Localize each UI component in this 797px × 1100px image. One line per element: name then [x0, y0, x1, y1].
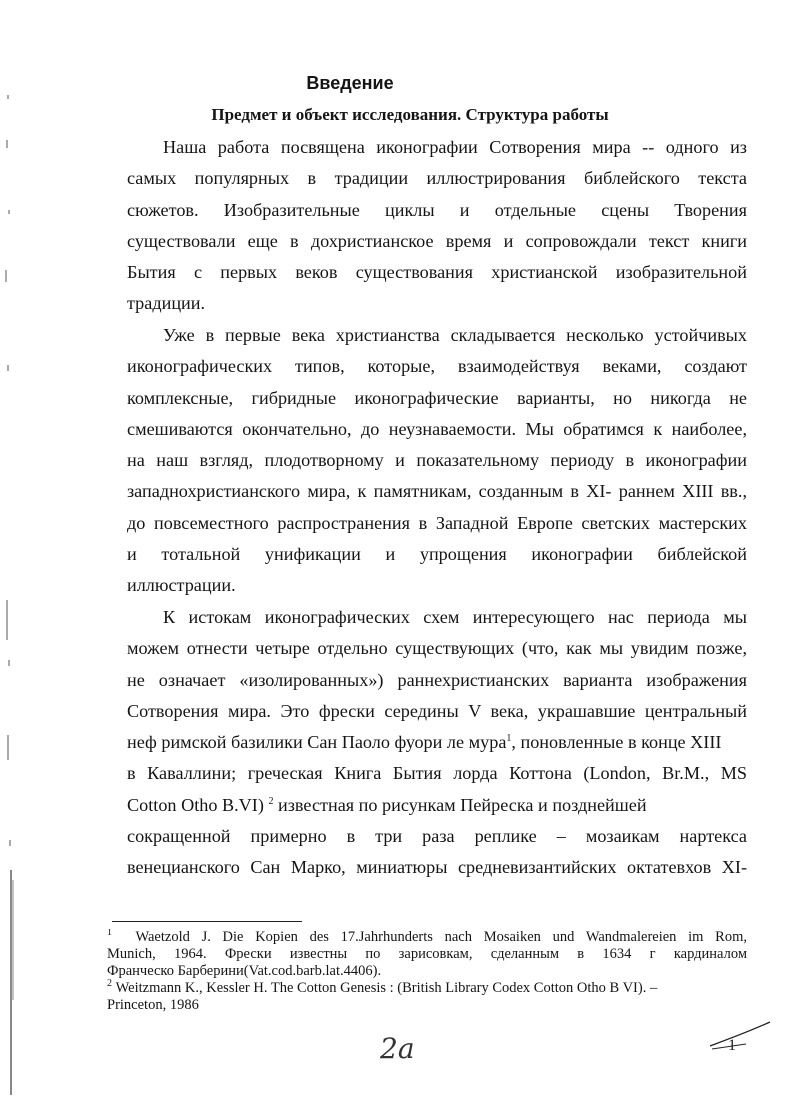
paragraph-3: [127, 602, 747, 884]
handwritten-note: 2а: [380, 1032, 415, 1065]
footnote-1-line: [107, 929, 747, 946]
paragraph-1: [127, 132, 747, 320]
text-line: Сотворения мира. Это фрески середины V века, украшавшие центральный: [127, 700, 747, 721]
text-line-with-footnote-ref: [127, 790, 747, 821]
footnote-2-marker: 2: [107, 978, 112, 990]
text-line: на наш взгляд, плодотворному и показательному периоду в иконографии: [127, 450, 747, 471]
footnote-ref-1[interactable]: 1: [506, 733, 512, 745]
text-line: существовали еще в дохристианское время и сопровождали текст книги: [127, 230, 747, 251]
footnote-separator: [112, 921, 302, 922]
page-number: 1: [728, 1037, 736, 1054]
page-number-mark: [706, 1016, 776, 1056]
text-line: Наша работа посвящена иконографии Сотворения мира -- одного из: [163, 137, 747, 157]
section-subtitle: Предмет и объект исследования. Структура работы: [211, 105, 609, 124]
text-line: до повсеместного распространения в Западной Европе светских мастерских: [127, 512, 747, 533]
text-line: традиции.: [127, 293, 206, 314]
text-line: Бытия с первых веков существования христианской изобразительной: [127, 262, 747, 283]
text-line: венецианского Сан Марко, миниатюры средневизантийских октатевхов XI-: [127, 857, 747, 878]
text-line: Уже в первые века христианства складывается несколько устойчивых: [163, 325, 747, 345]
footnote-ref-2[interactable]: 2: [268, 795, 274, 807]
footnote-1-line: Франческо Барберини(Vat.cod.barb.lat.4406).: [107, 963, 382, 979]
text-line: самых популярных в традиции иллюстрирования библейского текста: [127, 168, 747, 189]
text-line: можем отнести четыре отдельно существующих (что, как мы увидим позже,: [127, 638, 747, 659]
text-line: комплексные, гибридные иконографические варианты, но никогда не: [127, 387, 747, 408]
footnote-1-line: Munich, 1964. Фрески известны по зарисовкам, сделанным в 1634 г кардиналом: [107, 946, 747, 962]
footnote-2-line: [107, 980, 747, 997]
text-line: не означает «изолированных») раннехристианских варианта изображения: [127, 669, 747, 690]
footnote-1-marker: 1: [107, 929, 112, 939]
text-line: смешиваются окончательно, до неузнаваемости. Мы обратимся к наиболее,: [127, 418, 747, 439]
footnotes: [107, 929, 747, 1014]
text-line: К истокам иконографических схем интересующего нас периода мы: [163, 607, 747, 627]
text-line: иллюстрации.: [127, 575, 236, 596]
text-line: и тотальной унификации и упрощения иконографии библейской: [127, 544, 747, 565]
text-line: сюжетов. Изобразительные циклы и отдельные сцены Творения: [127, 199, 747, 220]
page-title: Введение: [306, 73, 394, 93]
text-segment: известная по рисункам Пейреска и позднейшей: [273, 794, 647, 815]
text-line: сокращенной примерно в три раза реплике – мозаикам нартекса: [127, 826, 747, 847]
footnote-text: Waetzold J. Die Kopien des 17.Jahrhunderts nach Mosaiken und Wandmalereien im Rom,: [135, 929, 747, 945]
footnote-2-line: Princeton, 1986: [107, 997, 199, 1013]
text-segment: неф римской базилики Сан Паоло фуори ле мура: [127, 732, 507, 753]
text-line: иконографических типов, которые, взаимодействуя веками, создают: [127, 356, 747, 377]
text-segment: , поновленные в конце XIII: [511, 732, 722, 753]
footnote-text: Weitzmann K., Kessler H. The Cotton Genesis : (British Library Codex Cotton Otho B VI). –: [115, 980, 658, 996]
scan-edge-marks: [0, 0, 30, 1100]
paragraph-2: [127, 320, 747, 602]
text-line-with-footnote-ref: [127, 727, 747, 758]
text-segment: Cotton Otho B.VI): [127, 794, 269, 815]
text-line: в Каваллини; греческая Книга Бытия лорда Коттона (London, Br.M., MS: [127, 763, 747, 784]
text-line: западнохристианского мира, к памятникам, созданным в XI- раннем XIII вв.,: [127, 481, 747, 502]
